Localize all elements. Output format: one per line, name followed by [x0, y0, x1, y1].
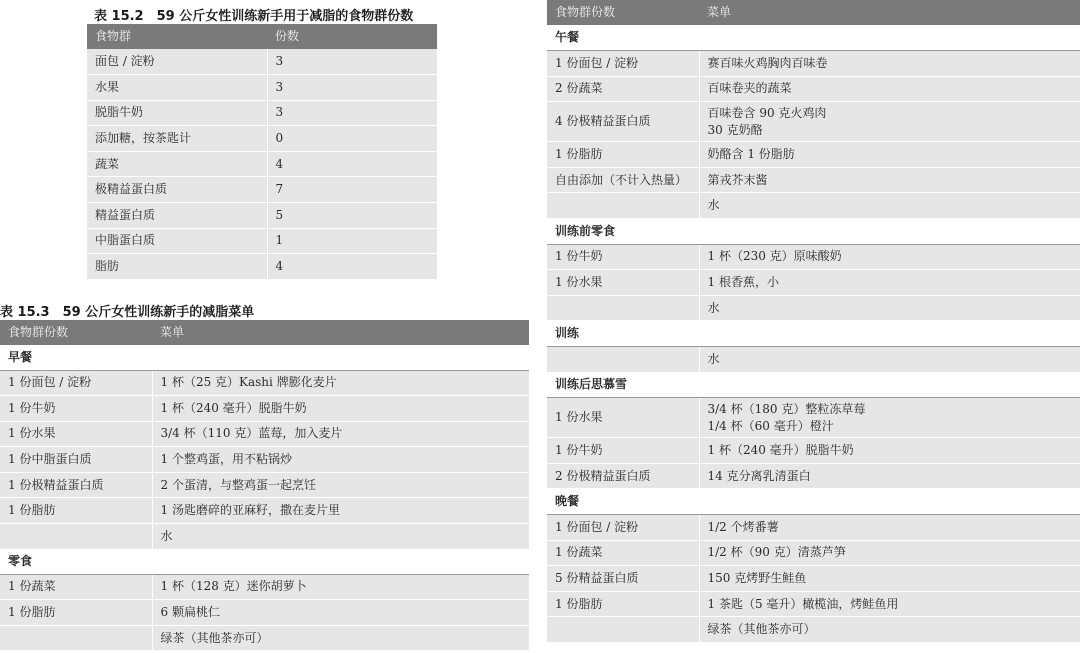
table-cell: [547, 617, 699, 643]
table-row: [547, 142, 1080, 168]
table-cell: 1 份牛奶: [547, 438, 699, 464]
table-cell: 1 份蔬菜: [0, 574, 152, 600]
table-row: [0, 472, 529, 498]
table-15-3-title: 表 15.3 59 公斤女性训练新手的减脂菜单: [0, 305, 255, 320]
section-header-row: [547, 489, 1080, 515]
table-row: [0, 524, 529, 550]
table-cell: 3: [267, 75, 437, 101]
table-15-2-title: 表 15.2 59 公斤女性训练新手用于减脂的食物群份数: [94, 9, 414, 24]
table-cell: 4: [267, 151, 437, 177]
section-title: 训练后思慕雪: [547, 372, 1080, 398]
table-row: [87, 49, 437, 75]
table-row: [87, 126, 437, 152]
table-cell: 3/4 杯（110 克）蓝莓，加入麦片: [152, 421, 529, 447]
table-row: [0, 421, 529, 447]
table-cell: [547, 347, 699, 373]
table-row: [547, 398, 1080, 438]
section-title: 早餐: [0, 345, 529, 370]
table-row: [547, 566, 1080, 592]
table-row: [0, 447, 529, 473]
table-row: [87, 100, 437, 126]
table-cell: 5: [267, 203, 437, 229]
section-header-row: [547, 219, 1080, 245]
table-cell: 1/2 个烤番薯: [699, 515, 1080, 541]
table-row: [547, 167, 1080, 193]
table-cell: [0, 524, 152, 550]
table-cell: 水: [152, 524, 529, 550]
table-cell: 1 杯（128 克）迷你胡萝卜: [152, 574, 529, 600]
table-cell: [547, 193, 699, 219]
table-row: [547, 244, 1080, 270]
table-row: [547, 591, 1080, 617]
table-cell: 1 份面包 / 淀粉: [547, 515, 699, 541]
table-cell: 1 份水果: [547, 398, 699, 438]
table-row: [87, 203, 437, 229]
table-cell: 4: [267, 254, 437, 280]
table-cell: 0: [267, 126, 437, 152]
section-title: 午餐: [547, 25, 1080, 51]
column-header: 菜单: [152, 320, 529, 345]
table-cell: 1 份脂肪: [547, 142, 699, 168]
table-row: [0, 574, 529, 600]
table-cell: 1 份水果: [547, 270, 699, 296]
table-cell: 面包 / 淀粉: [87, 49, 267, 75]
table-cell: 1 份面包 / 淀粉: [0, 370, 152, 396]
table-row: [0, 498, 529, 524]
table-cell: 绿茶（其他茶亦可）: [152, 625, 529, 651]
table-row: [87, 254, 437, 280]
section-title: 训练: [547, 321, 1080, 347]
table-15-3: [0, 320, 529, 651]
table-row: [0, 370, 529, 396]
table-cell: 1 份蔬菜: [547, 540, 699, 566]
table-cell: 14 克分离乳清蛋白: [699, 463, 1080, 489]
table-cell: 3/4 杯（180 克）整粒冻草莓 1/4 杯（60 毫升）橙汁: [699, 398, 1080, 438]
table-cell: 水: [699, 295, 1080, 321]
table-cell: 1 杯（240 毫升）脱脂牛奶: [152, 396, 529, 422]
section-header-row: [0, 549, 529, 574]
table-row: [547, 463, 1080, 489]
table-row: [547, 102, 1080, 142]
column-header: 份数: [267, 24, 437, 49]
table-cell: 1: [267, 228, 437, 254]
table-cell: 1 个整鸡蛋，用不粘锅炒: [152, 447, 529, 473]
table-row: [87, 75, 437, 101]
section-title: 训练前零食: [547, 219, 1080, 245]
table-cell: 1 份面包 / 淀粉: [547, 51, 699, 77]
column-header: 食物群: [87, 24, 267, 49]
table-cell: 3: [267, 49, 437, 75]
table-cell: 1 茶匙（5 毫升）橄榄油，烤鲑鱼用: [699, 591, 1080, 617]
table-cell: 自由添加（不计入热量）: [547, 167, 699, 193]
table-cell: 2 份极精益蛋白质: [547, 463, 699, 489]
table-cell: 添加糖，按茶匙计: [87, 126, 267, 152]
table-cell: 5 份精益蛋白质: [547, 566, 699, 592]
table-cell: [0, 625, 152, 651]
table-row: [87, 228, 437, 254]
table-cell: 水果: [87, 75, 267, 101]
section-header-row: [547, 321, 1080, 347]
section-header-row: [547, 372, 1080, 398]
table-cell: 绿茶（其他茶亦可）: [699, 617, 1080, 643]
table-cell: 第戎芥末酱: [699, 167, 1080, 193]
table-cell: [547, 295, 699, 321]
table-row: [0, 600, 529, 626]
table-cell: 水: [699, 193, 1080, 219]
table-cell: 1 份中脂蛋白质: [0, 447, 152, 473]
table-row: [547, 270, 1080, 296]
table-cell: 1 根香蕉，小: [699, 270, 1080, 296]
table-cell: 1 份极精益蛋白质: [0, 472, 152, 498]
table-cell: 脱脂牛奶: [87, 100, 267, 126]
column-header: 菜单: [699, 0, 1080, 25]
table-cell: 1 份牛奶: [0, 396, 152, 422]
column-header: 食物群份数: [0, 320, 152, 345]
table-row: [87, 177, 437, 203]
table-cell: 1 杯（25 克）Kashi 牌膨化麦片: [152, 370, 529, 396]
table-cell: 1 份牛奶: [547, 244, 699, 270]
section-header-row: [0, 345, 529, 370]
table-row: [87, 151, 437, 177]
table-cell: 水: [699, 347, 1080, 373]
table-cell: 中脂蛋白质: [87, 228, 267, 254]
table-row: [0, 625, 529, 651]
table-row: [547, 295, 1080, 321]
table-cell: 蔬菜: [87, 151, 267, 177]
table-row: [547, 347, 1080, 373]
table-row: [547, 76, 1080, 102]
table-cell: 脂肪: [87, 254, 267, 280]
table-cell: 1 杯（240 毫升）脱脂牛奶: [699, 438, 1080, 464]
section-title: 晚餐: [547, 489, 1080, 515]
column-header: 食物群份数: [547, 0, 699, 25]
table-cell: 1 汤匙磨碎的亚麻籽，撒在麦片里: [152, 498, 529, 524]
table-row: [547, 617, 1080, 643]
table-cell: 精益蛋白质: [87, 203, 267, 229]
table-cell: 3: [267, 100, 437, 126]
table-cell: 6 颗扁桃仁: [152, 600, 529, 626]
table-cell: 7: [267, 177, 437, 203]
table-row: [547, 515, 1080, 541]
table-cell: 1 份脂肪: [0, 600, 152, 626]
section-title: 零食: [0, 549, 529, 574]
table-row: [0, 396, 529, 422]
table-cell: 2 个蛋清，与整鸡蛋一起烹饪: [152, 472, 529, 498]
table-row: [547, 193, 1080, 219]
table-row: [547, 540, 1080, 566]
table-cell: 1 份脂肪: [0, 498, 152, 524]
table-15-3-continued: [547, 0, 1080, 643]
table-cell: 1/2 杯（90 克）清蒸芦笋: [699, 540, 1080, 566]
table-cell: 1 份水果: [0, 421, 152, 447]
table-cell: 2 份蔬菜: [547, 76, 699, 102]
section-header-row: [547, 25, 1080, 51]
table-cell: 1 杯（230 克）原味酸奶: [699, 244, 1080, 270]
table-cell: 奶酪含 1 份脂肪: [699, 142, 1080, 168]
table-cell: 百味卷夹的蔬菜: [699, 76, 1080, 102]
table-cell: 150 克烤野生鲑鱼: [699, 566, 1080, 592]
table-cell: 1 份脂肪: [547, 591, 699, 617]
table-cell: 百味卷含 90 克火鸡肉 30 克奶酪: [699, 102, 1080, 142]
table-row: [547, 51, 1080, 77]
table-cell: 4 份极精益蛋白质: [547, 102, 699, 142]
table-cell: 赛百味火鸡胸肉百味卷: [699, 51, 1080, 77]
table-cell: 极精益蛋白质: [87, 177, 267, 203]
table-15-2: [87, 24, 437, 280]
table-row: [547, 438, 1080, 464]
